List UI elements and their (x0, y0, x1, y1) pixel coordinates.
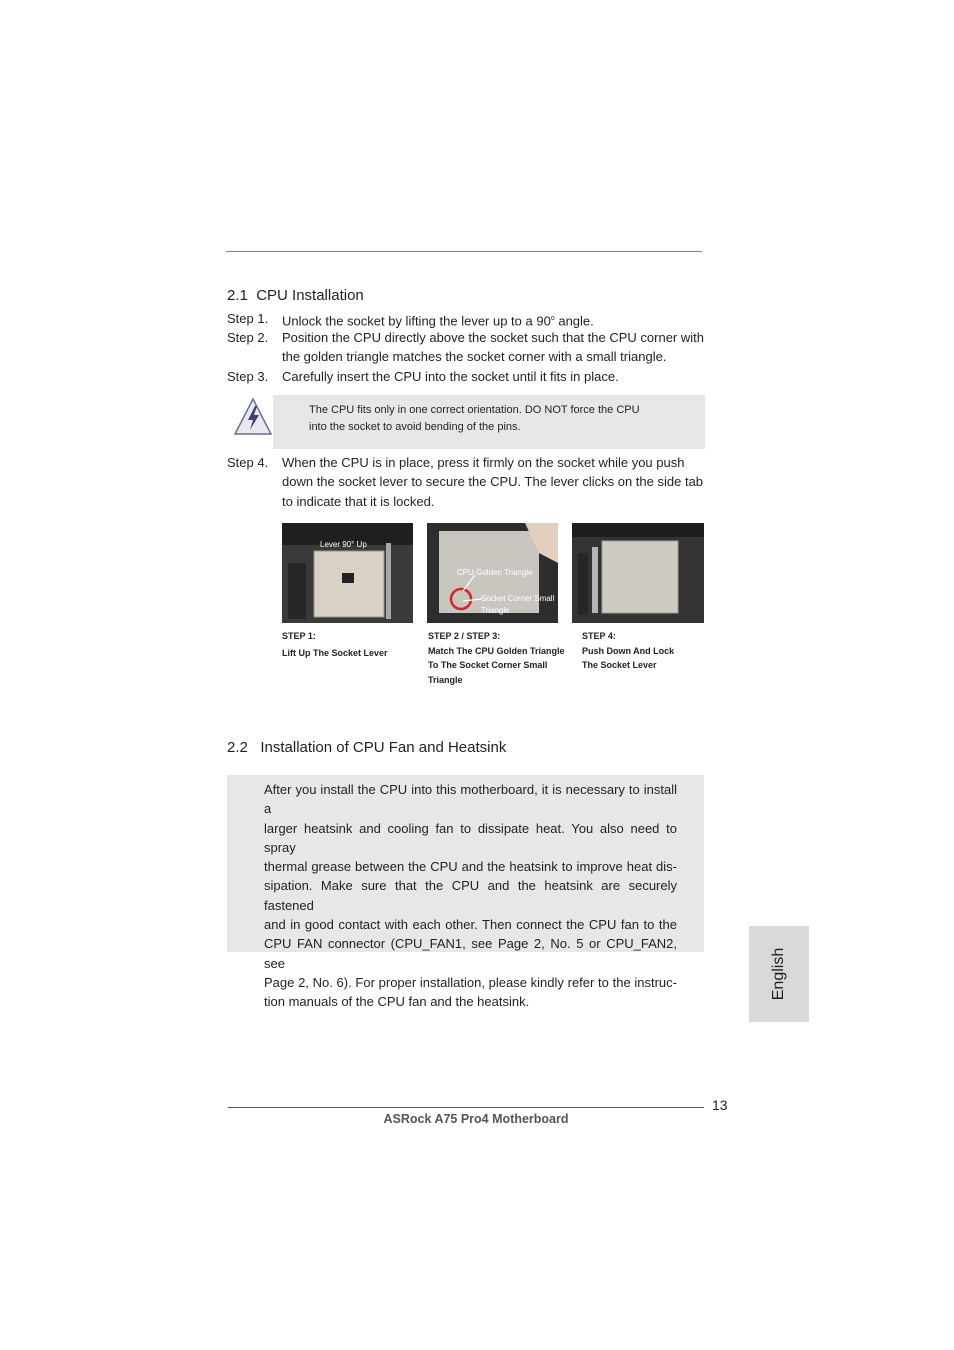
caption-line: Triangle (428, 674, 463, 685)
golden-triangle-annotation: CPU Golden Triangle (457, 568, 533, 577)
socket-illustration (282, 523, 413, 623)
step-3-text: Carefully insert the CPU into the socket until it fits in place. (282, 369, 619, 384)
step-4-line: down the socket lever to secure the CPU. The lever clicks on the side tab (282, 474, 704, 490)
language-label: English (769, 947, 787, 1001)
photo-step4-lock-lever (572, 523, 704, 623)
caption-line: To The Socket Corner Small (428, 660, 548, 670)
heatsink-info-box (227, 775, 704, 1010)
locked-cpu-illustration (572, 523, 704, 623)
note-line: into the socket to avoid bending of the pins. (309, 421, 521, 433)
paragraph-line: Page 2, No. 6). For proper installation, please kindly refer to the instruc- (264, 974, 677, 990)
caption-title: STEP 4: (582, 631, 616, 641)
degree-sup: o (550, 315, 555, 322)
step-4-text (282, 453, 707, 511)
footer-rule (228, 1107, 704, 1108)
section-number: 2.2 (227, 739, 248, 756)
step-4-line: When the CPU is in place, press it firmly on the socket while you push (282, 455, 685, 470)
photo-step1-socket-lever (282, 523, 413, 623)
socket-corner-annotation (481, 593, 554, 617)
warning-note-box (273, 395, 705, 449)
section-title: Installation of CPU Fan and Heatsink (260, 739, 507, 756)
caption-step2-3 (428, 629, 578, 687)
warning-note-text (309, 402, 660, 436)
language-side-tab (749, 926, 809, 1022)
caption-line: Push Down And Lock (582, 645, 675, 656)
caption-title: STEP 2 / STEP 3: (428, 631, 501, 641)
annotation-line: Socket Corner Small (481, 594, 555, 603)
step-4-label: Step 4. (227, 455, 269, 470)
paragraph-line: tion manuals of the CPU fan and the heatsink. (264, 994, 530, 1010)
note-line: The CPU fits only in one correct orientation. DO NOT force the CPU (309, 404, 640, 416)
section-title: CPU Installation (256, 287, 364, 304)
section-number: 2.1 (227, 287, 248, 304)
paragraph-line: larger heatsink and cooling fan to dissipate heat. You also need to spray (264, 820, 677, 855)
step-1-text-main: Unlock the socket by lifting the lever up to a 90 (282, 313, 551, 329)
paragraph-line: After you install the CPU into this motherboard, it is necessary to install a (264, 782, 677, 817)
paragraph-line: thermal grease between the CPU and the heatsink to improve heat dis- (264, 859, 677, 875)
heatsink-paragraph (264, 780, 677, 1012)
paragraph-line: sipation. Make sure that the CPU and the heatsink are securely fastened (264, 878, 677, 913)
caption-step1 (282, 629, 417, 660)
step-2-text (282, 328, 707, 367)
section-heading-fan-heatsink (227, 739, 506, 756)
paragraph-line: CPU FAN connector (CPU_FAN1, see Page 2, No. 5 or CPU_FAN2, see (264, 936, 677, 971)
caption-line: Lift Up The Socket Lever (282, 647, 388, 658)
lever-annotation: Lever 90° Up (320, 540, 367, 549)
paragraph-line: and in good contact with each other. Then connect the CPU fan to the (264, 917, 677, 933)
section-heading-cpu-installation (227, 287, 364, 304)
warning-lightning-icon (232, 396, 274, 438)
step-4-line: to indicate that it is locked. (282, 493, 435, 509)
header-rule (226, 251, 702, 252)
step-1-label: Step 1. (227, 311, 269, 326)
caption-line: The Socket Lever (582, 660, 657, 670)
step-2-label: Step 2. (227, 330, 269, 345)
caption-step4 (582, 629, 707, 673)
caption-title: STEP 1: (282, 631, 316, 641)
annotation-line: Triangle (481, 606, 510, 615)
step-2-line: the golden triangle matches the socket corner with a small triangle. (282, 349, 667, 365)
caption-line: Match The CPU Golden Triangle (428, 645, 565, 656)
step-2-line: Position the CPU directly above the socket such that the CPU corner with (282, 330, 704, 345)
footer-product-name: ASRock A75 Pro4 Motherboard (383, 1112, 569, 1126)
step-1-text-end: angle. (554, 313, 594, 329)
page-number: 13 (712, 1097, 728, 1113)
step-3-label: Step 3. (227, 369, 269, 384)
warning-icon-wrap (232, 396, 274, 438)
photo-step2-cpu-alignment (427, 523, 558, 623)
